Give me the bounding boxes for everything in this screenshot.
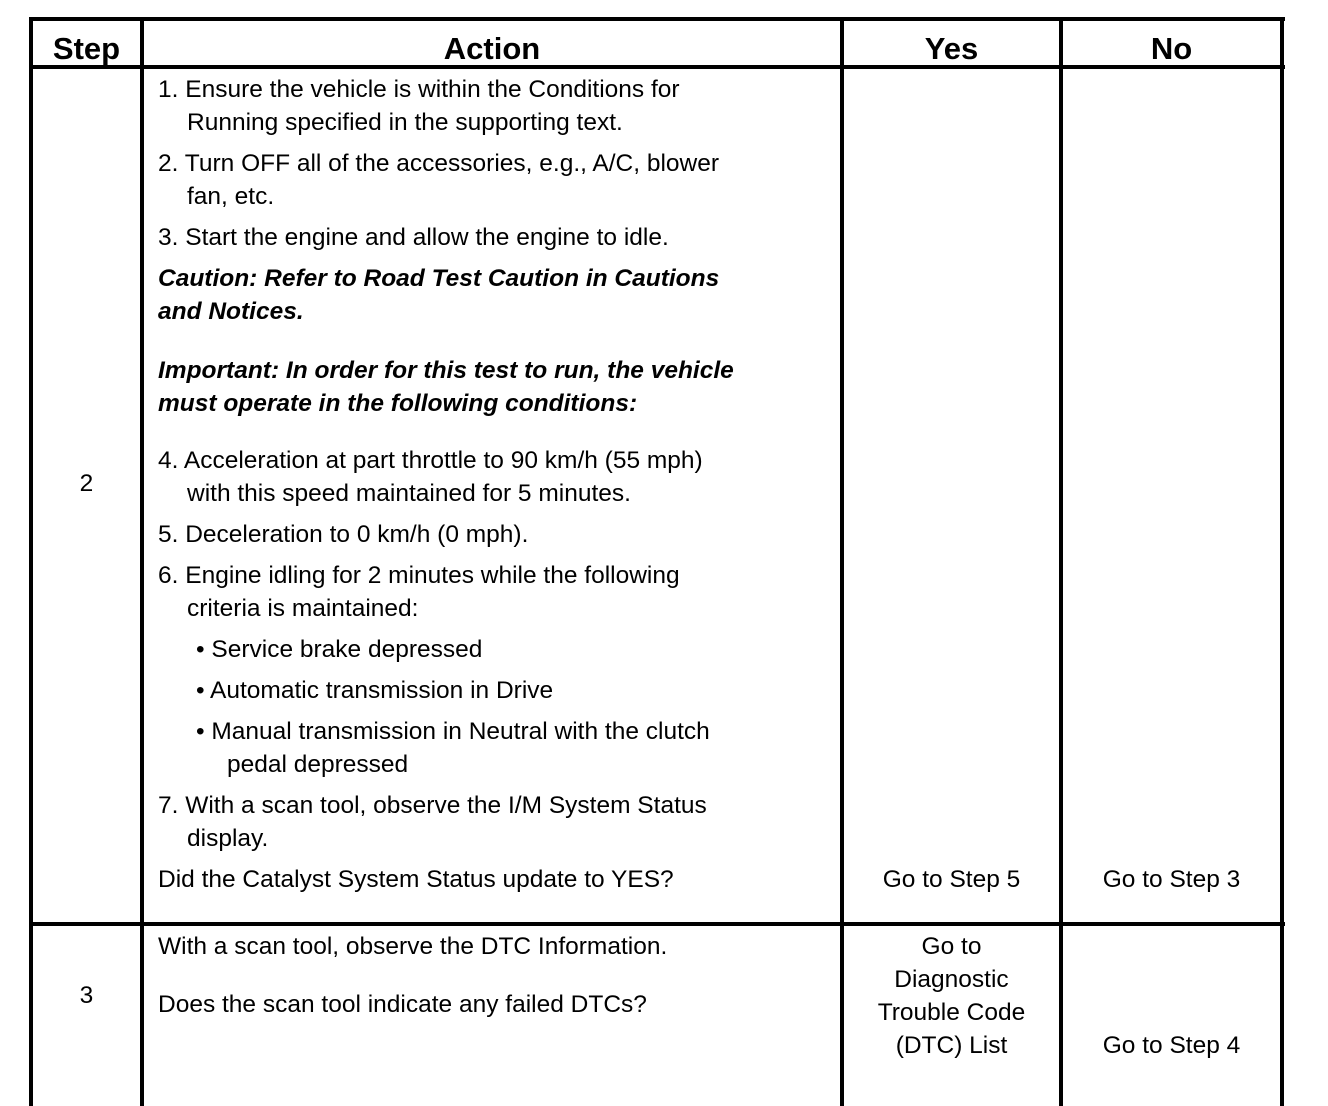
yes-result: Go to Step 5: [882, 866, 1021, 893]
no-result: Go to Step 4: [1102, 1032, 1241, 1059]
action-question: Did the Catalyst System Status update to YES?: [158, 866, 674, 893]
action-item-cont: with this speed maintained for 5 minutes.: [187, 480, 631, 507]
yes-result-line: Go to: [921, 933, 982, 960]
diagnostic-table: [29, 17, 1285, 1106]
action-item: With a scan tool, observe the DTC Information.: [158, 933, 668, 960]
header-action: Action: [443, 31, 541, 66]
bullet-item: • Automatic transmission in Drive: [196, 677, 554, 704]
yes-result-line: Diagnostic: [894, 966, 1009, 993]
caution-note: Caution: Refer to Road Test Caution in Cautions: [158, 265, 720, 292]
header-no: No: [1150, 31, 1193, 66]
bullet-item: • Service brake depressed: [196, 636, 483, 663]
action-item: 4. Acceleration at part throttle to 90 km/h (55 mph): [158, 447, 703, 474]
table-border-left: [29, 17, 33, 1106]
header-step: Step: [52, 31, 121, 66]
important-note-cont: must operate in the following conditions:: [158, 390, 638, 417]
action-item: 7. With a scan tool, observe the I/M System Status: [158, 792, 707, 819]
yes-result-line: Trouble Code: [877, 999, 1026, 1026]
action-item: 5. Deceleration to 0 km/h (0 mph).: [158, 521, 529, 548]
column-divider: [1059, 17, 1063, 1106]
action-item-cont: Running specified in the supporting text.: [187, 109, 623, 136]
yes-result-line: (DTC) List: [895, 1032, 1008, 1059]
action-item: 2. Turn OFF all of the accessories, e.g., A/C, blower: [158, 150, 720, 177]
important-note: Important: In order for this test to run, the vehicle: [158, 357, 734, 384]
action-item-cont: fan, etc.: [187, 183, 275, 210]
action-question: Does the scan tool indicate any failed DTCs?: [158, 991, 647, 1018]
table-border-right: [1280, 17, 1284, 1106]
action-item: 3. Start the engine and allow the engine to idle.: [158, 224, 669, 251]
header-yes: Yes: [924, 31, 979, 66]
step-number: 3: [79, 982, 94, 1009]
no-result: Go to Step 3: [1102, 866, 1241, 893]
row-divider: [29, 922, 1285, 926]
bullet-item: • Manual transmission in Neutral with the clutch: [196, 718, 710, 745]
action-item-cont: criteria is maintained:: [187, 595, 419, 622]
action-item-cont: display.: [187, 825, 269, 852]
action-item: 1. Ensure the vehicle is within the Conditions for: [158, 76, 680, 103]
bullet-item-cont: pedal depressed: [227, 751, 409, 778]
column-divider: [140, 17, 144, 1106]
table-border-top: [29, 17, 1285, 21]
caution-note-cont: and Notices.: [158, 298, 304, 325]
step-number: 2: [79, 470, 94, 497]
action-item: 6. Engine idling for 2 minutes while the following: [158, 562, 680, 589]
